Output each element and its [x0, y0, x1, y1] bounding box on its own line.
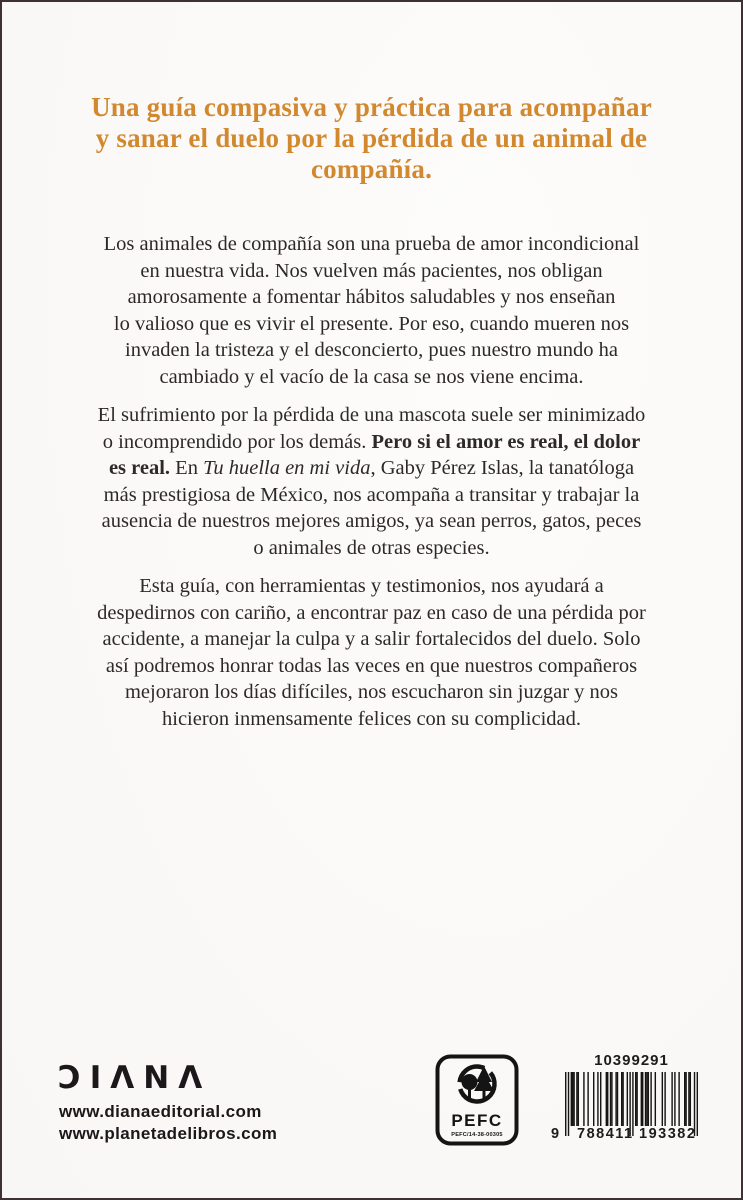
publisher-url-planetadelibros: www.planetadelibros.com: [59, 1124, 278, 1143]
synopsis-line: [40, 455, 703, 482]
publisher-url-dianaeditorial: www.dianaeditorial.com: [59, 1102, 262, 1121]
book-title-italic: Tu huella en mi vida: [203, 457, 371, 479]
tagline-line: Una guía compasiva y práctica para acompañar: [91, 92, 652, 122]
tagline-line: y sanar el duelo por la pérdida de un animal de: [95, 123, 648, 153]
synopsis-line: [40, 429, 703, 456]
synopsis-paragraph-3: [40, 573, 703, 732]
synopsis-line: lo valioso que es vivir el presente. Por eso, cuando mueren nos: [113, 312, 630, 335]
synopsis-line: cambiado y el vacío de la casa se nos viene encima.: [159, 365, 584, 388]
synopsis-line: mejoraron los días difíciles, nos escucharon sin juzgar y nos: [124, 681, 619, 703]
barcode-sku-number: 10399291: [594, 1052, 669, 1069]
tagline: [42, 92, 701, 185]
synopsis-line: invaden la tristeza y el desconcierto, pues nuestro mundo ha: [125, 339, 618, 361]
pefc-certification-badge: [435, 1054, 519, 1146]
synopsis-line: así podremos honrar todas las veces en que nuestros compañeros: [105, 654, 638, 677]
synopsis-line: hicieron inmensamente felices con su complicidad.: [162, 707, 581, 730]
synopsis-line: Los animales de compañía son una prueba de amor incondicional: [103, 233, 640, 255]
synopsis-line: ausencia de nuestros mejores amigos, ya sean perros, gatos, peces: [101, 510, 642, 532]
diana-publisher-logo: ƆIΛNΛ: [58, 1060, 212, 1096]
barcode-block: [551, 1052, 701, 1147]
synopsis-run-bold: Pero si el amor es real, el dolor: [371, 430, 641, 453]
tagline-line: compañía.: [310, 154, 433, 184]
synopsis-line: Esta guía, con herramientas y testimonios, nos ayudará a: [139, 575, 604, 597]
synopsis-line: El sufrimiento por la pérdida de una mascota suele ser minimizado: [97, 404, 646, 426]
synopsis-line: accidente, a manejar la culpa y a salir fortalecidos del duelo. Solo: [102, 628, 641, 650]
isbn-group-1: 788411: [577, 1126, 634, 1142]
synopsis-paragraph-1: [40, 231, 703, 390]
synopsis-line: o animales de otras especies.: [253, 536, 490, 559]
synopsis-line: despedirnos con cariño, a encontrar paz en caso de una pérdida por: [97, 601, 646, 624]
synopsis-run: o incomprendido por los demás.: [102, 430, 372, 453]
synopsis-run-bold: es real.: [108, 457, 171, 479]
synopsis-run: , Gaby Pérez Islas, la tanatóloga: [370, 457, 635, 479]
synopsis-line: en nuestra vida. Nos vuelven más pacientes, nos obligan: [140, 259, 603, 282]
isbn-first-digit: 9: [551, 1126, 560, 1142]
synopsis-line: más prestigiosa de México, nos acompaña a transitar y trabajar la: [103, 483, 640, 506]
synopsis-run: En: [170, 457, 204, 479]
pefc-logo-icon: [435, 1054, 519, 1146]
pefc-cert-code: PEFC/14-38-00305: [451, 1132, 503, 1138]
pefc-label: PEFC: [451, 1111, 503, 1130]
isbn-group-2: 193382: [639, 1126, 697, 1142]
synopsis-line: amorosamente a fomentar hábitos saludables y nos enseñan: [127, 286, 616, 308]
synopsis-paragraph-2: [40, 402, 703, 561]
